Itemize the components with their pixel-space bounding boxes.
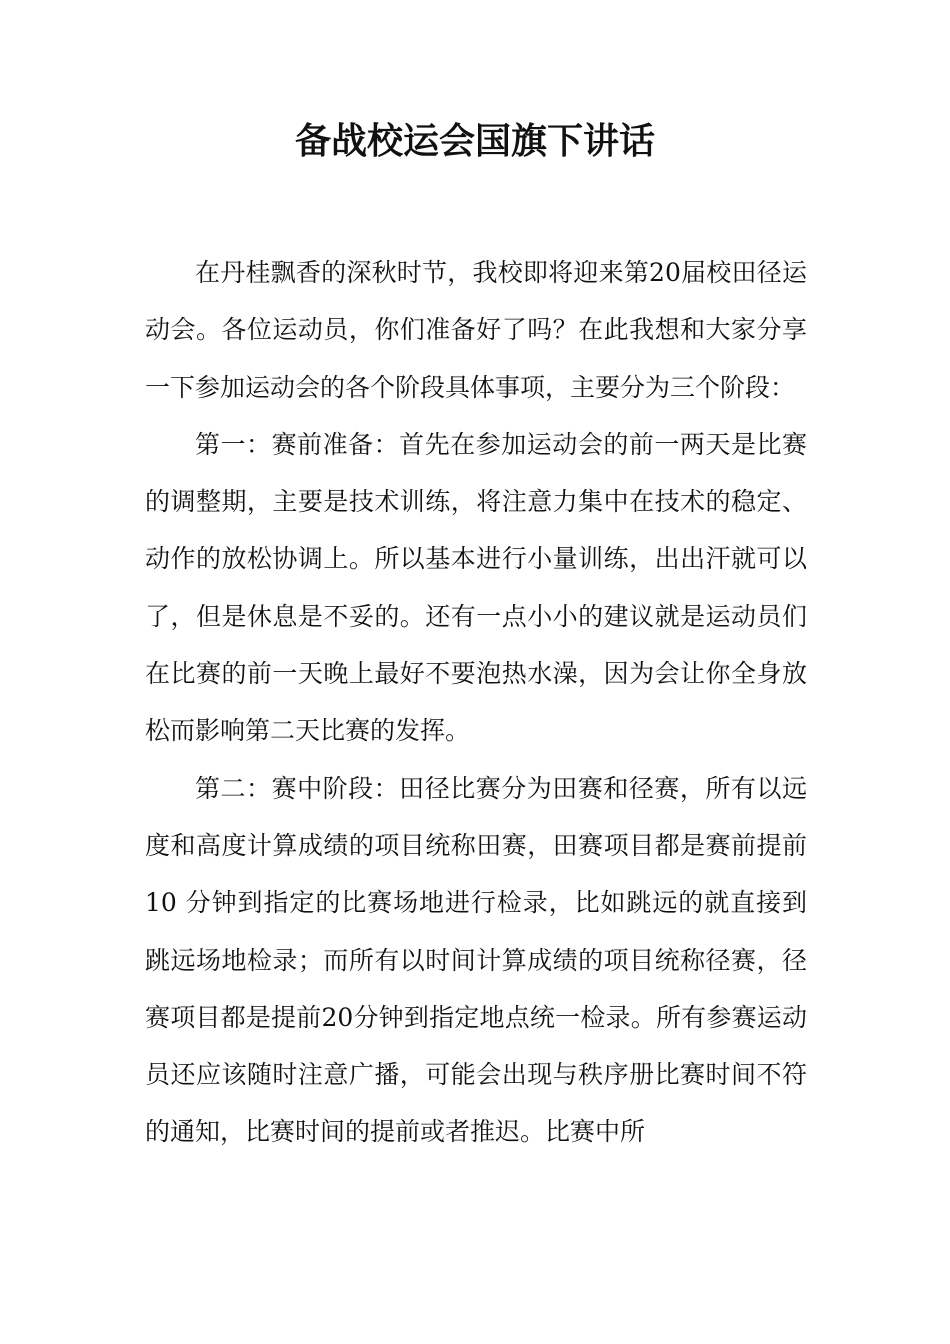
paragraph-in-competition: 第二：赛中阶段：田径比赛分为田赛和径赛，所有以远度和高度计算成绩的项目统称田赛，田赛项目都是赛前提前10 分钟到指定的比赛场地进行检录，比如跳远的就直接到跳远场地检录；而所有以时间计算成绩的项目统称径赛，径赛项目都是提前20分钟到指定地点统一检录。所有参赛运动员还应该随时注意广播，可能会出现与秩序册比赛时间不符的通知，比赛时间的提前或者推迟。比赛中所 [145, 773, 807, 1147]
document-title: 备战校运会国旗下讲话 [294, 121, 655, 162]
paragraph-pre-competition: 第一：赛前准备：首先在参加运动会的前一两天是比赛的调整期，主要是技术训练，将注意力集中在技术的稳定、动作的放松协调上。所以基本进行小量训练，出出汗就可以了，但是休息是不妥的。还有一点小小的建议就是运动员们在比赛的前一天晚上最好不要泡热水澡，因为会让你全身放松而影响第二天比赛的发挥。 [145, 429, 807, 746]
paragraph-intro: 在丹桂飘香的深秋时节，我校即将迎来第20届校田径运动会。各位运动员，你们准备好了吗？在此我想和大家分享一下参加运动会的各个阶段具体事项，主要分为三个阶段： [145, 258, 807, 402]
document-body [145, 244, 807, 1161]
